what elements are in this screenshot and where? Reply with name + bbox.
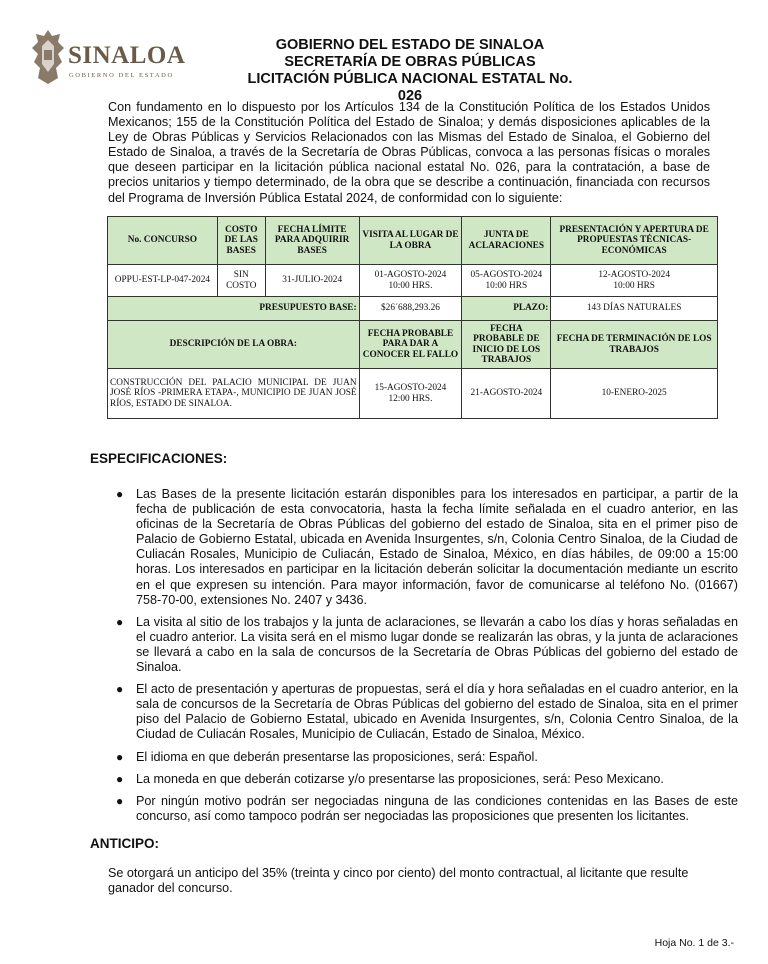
junta-hora: 10:00 HRS: [485, 280, 528, 291]
presentacion-hora: 10:00 HRS: [613, 280, 655, 291]
cell-fecha-limite: 31-JULIO-2024: [265, 265, 359, 297]
header-costo: COSTO DE LAS BASES: [217, 217, 265, 265]
page-number: Hoja No. 1 de 3.-: [654, 937, 734, 949]
list-item: [116, 682, 738, 742]
presupuesto-label: PRESUPUESTO BASE:: [108, 297, 360, 321]
list-item-text: Por ningún motivo podrán ser negociadas ninguna de las condiciones contenidas en las Bases de este concurso, así como tampoco podrán ser negociadas las proposiciones que presenten los licitantes.: [136, 793, 738, 823]
bullet-icon: ●: [116, 749, 124, 764]
header-secretariat: SECRETARÍA DE OBRAS PÚBLICAS: [284, 54, 536, 70]
header-presentacion: PRESENTACIÓN Y APERTURA DE PROPUESTAS TÉCNICAS-ECONÓMICAS: [551, 217, 718, 265]
header-descripcion: DESCRIPCIÓN DE LA OBRA:: [108, 321, 360, 369]
list-item-text: Las Bases de la presente licitación estarán disponibles para los interesados en participar, a partir de la fecha de publicación de esta convocatoria, hasta la fecha límite señalada en el cuadro anterior, en las oficinas de la Secretaría de Obras Públicas del gobierno del estado de Sinaloa, sita en el primer piso de Palacio de Gobierno Estatal, ubicada en Avenida Insurgentes, s/n, Colonia Centro Sinaloa, de la Ciudad de Culiacán Rosales, Municipio de Culiacán, Estado de Sinaloa, México, en días hábiles, de 09:00 a 15:00 horas. Los interesados en participar en la licitación deberán solicitar la documentación mediante un escrito en el que expresen su intención. Para mayor información, favor de comunicarse al teléfono No. (01667) 758-70-00, extensiones No. 2407 y 3436.: [136, 487, 738, 607]
cell-concurso: OPPU-EST-LP-047-2024: [108, 265, 218, 297]
cell-terminacion: 10-ENERO-2025: [551, 369, 718, 419]
bullet-icon: ●: [116, 793, 124, 808]
table-row: [108, 297, 718, 321]
presentacion-fecha: 12-AGOSTO-2024: [598, 270, 670, 280]
list-item: [116, 749, 738, 765]
specifications-list: [108, 487, 738, 831]
visita-fecha: 01-AGOSTO-2024: [374, 270, 447, 280]
bullet-icon: ●: [116, 487, 124, 501]
header-tender-title: LICITACIÓN PÚBLICA NACIONAL ESTATAL No. 026: [247, 71, 573, 104]
header-visita: VISITA AL LUGAR DE LA OBRA: [359, 217, 462, 265]
table-row: [108, 369, 718, 419]
anticipo-title: ANTICIPO:: [90, 836, 159, 851]
cell-presupuesto: $26´688,293.26: [359, 297, 462, 321]
cell-fallo: [359, 369, 462, 419]
sinaloa-logo: [30, 28, 190, 88]
specifications-title: ESPECIFICACIONES:: [90, 451, 228, 466]
header-fecha-limite: FECHA LÍMITE PARA ADQUIRIR BASES: [265, 217, 359, 265]
cell-visita: [359, 265, 462, 297]
list-item-text: La visita al sitio de los trabajos y la junta de aclaraciones, se llevarán a cabo los días y horas señaladas en el cuadro anterior. La visita será en el mismo lugar donde se realizarán las obras, y la junta de aclaraciones se llevará a cabo en la sala de concursos de la Secretaría de Obras Públicas del gobierno del estado de Sinaloa.: [136, 614, 738, 675]
header-fallo: FECHA PROBABLE PARA DAR A CONOCER EL FALLO: [359, 321, 462, 369]
table-header-row: [108, 321, 718, 369]
bullet-icon: ●: [116, 614, 124, 629]
cell-descripcion: CONSTRUCCIÓN DEL PALACIO MUNICIPAL DE JUAN JOSÉ RÍOS -PRIMERA ETAPA-, MUNICIPIO DE JUAN JOSÉ RÍOS, ESTADO DE SINALOA.: [108, 369, 360, 419]
bullet-icon: ●: [116, 682, 124, 697]
coat-of-arms-icon: [30, 28, 66, 86]
anticipo-text: Se otorgará un anticipo del 35% (treinta y cinco por ciento) del monto contractual, al licitante que resulte ganador del concurso.: [108, 866, 689, 896]
cell-plazo: 143 DÍAS NATURALES: [551, 297, 718, 321]
fallo-hora: 12:00 HRS.: [388, 393, 433, 404]
tender-table: [107, 216, 718, 419]
header-terminacion: FECHA DE TERMINACIÓN DE LOS TRABAJOS: [551, 321, 718, 369]
cell-costo: SIN COSTO: [217, 265, 265, 297]
list-item-text: La moneda en que deberán cotizarse y/o presentarse las proposiciones, será: Peso Mexicano.: [136, 771, 664, 786]
table-row: [108, 265, 718, 297]
logo-name: SINALOA: [68, 42, 186, 69]
junta-fecha: 05-AGOSTO-2024: [470, 270, 543, 280]
list-item: [116, 614, 738, 675]
list-item: [116, 487, 738, 608]
intro-paragraph: Con fundamento en lo dispuesto por los Artículos 134 de la Constitución Política de los Estados Unidos Mexicanos; 155 de la Constitución Política del Estado de Sinaloa; y demás disposiciones aplicables de la Ley de Obras Públicas y Servicios Relacionados con las Mismas del Estado de Sinaloa, el Gobierno del Estado de Sinaloa, a través de la Secretaría de Obras Públicas, convoca a las personas físicas o morales que deseen participar en la licitación pública nacional estatal No. 026, para la contratación, a base de precios unitarios y tiempo determinado, de la obra que se describe a continuación, financiada con recursos del Programa de Inversión Pública Estatal 2024, de conformidad con lo siguiente:: [108, 100, 710, 205]
table-header-row: [108, 217, 718, 265]
cell-presentacion: [551, 265, 718, 297]
header-concurso: No. CONCURSO: [108, 217, 218, 265]
list-item-text: El idioma en que deberán presentarse las proposiciones, será: Español.: [136, 749, 538, 764]
logo-subtitle: GOBIERNO DEL ESTADO: [69, 72, 174, 79]
cell-inicio: 21-AGOSTO-2024: [462, 369, 551, 419]
list-item: [116, 793, 738, 824]
header-inicio: FECHA PROBABLE DE INICIO DE LOS TRABAJOS: [462, 321, 551, 369]
header-government: GOBIERNO DEL ESTADO DE SINALOA: [275, 37, 545, 53]
fallo-fecha: 15-AGOSTO-2024: [374, 383, 447, 393]
document-header: [240, 37, 580, 105]
list-item-text: El acto de presentación y aperturas de propuestas, será el día y hora señaladas en el cuadro anterior, en la sala de concursos de la Secretaría de Obras Públicas del gobierno del estado de Sinaloa, sita en el primer piso del Palacio de Gobierno Estatal, ubicado en Avenida Insurgentes, s/n, Colonia Centro Sinaloa, de la Ciudad de Culiacán Rosales, Municipio de Culiacán, Estado de Sinaloa, México.: [136, 682, 738, 742]
visita-hora: 10:00 HRS.: [388, 280, 433, 291]
bullet-icon: ●: [116, 771, 124, 786]
cell-junta: [462, 265, 551, 297]
header-junta: JUNTA DE ACLARACIONES: [462, 217, 551, 265]
plazo-label: PLAZO:: [462, 297, 551, 321]
list-item: [116, 771, 738, 787]
